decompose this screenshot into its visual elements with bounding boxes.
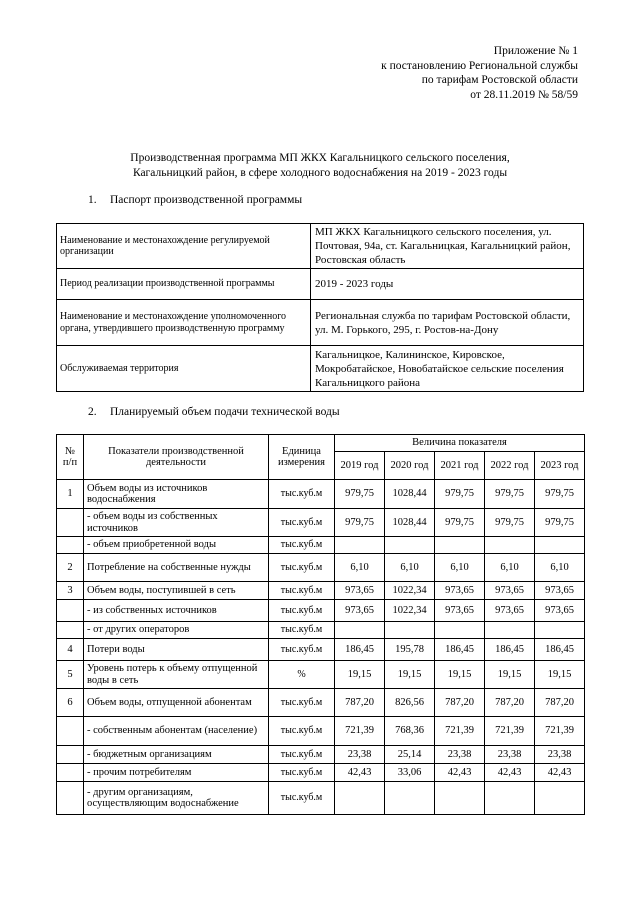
row-indicator: - от других операторов	[84, 622, 269, 639]
row-num: 4	[57, 639, 84, 661]
row-value: 19,15	[385, 661, 435, 689]
row-num: 2	[57, 554, 84, 582]
passport-value: Региональная служба по тарифам Ростовской области, ул. М. Горького, 295, г. Ростов-на-Дону	[311, 300, 584, 346]
row-indicator: Объем воды из источников водоснабжения	[84, 480, 269, 509]
row-indicator: Потери воды	[84, 639, 269, 661]
row-value: 1028,44	[385, 509, 435, 537]
row-value: 19,15	[485, 661, 535, 689]
row-value: 42,43	[485, 764, 535, 782]
row-value: 979,75	[335, 480, 385, 509]
row-num	[57, 746, 84, 764]
row-value	[535, 622, 585, 639]
title-line-1: Производственная программа МП ЖКХ Кагальницкого сельского поселения,	[130, 152, 510, 164]
row-value: 787,20	[435, 689, 485, 717]
section-1-heading	[88, 194, 302, 206]
row-unit: тыс.куб.м	[269, 480, 335, 509]
section-2-title: Планируемый объем подачи технической воды	[110, 406, 340, 418]
row-unit: тыс.куб.м	[269, 764, 335, 782]
row-value: 1022,34	[385, 582, 435, 600]
passport-row	[57, 269, 584, 300]
table-row	[57, 537, 585, 554]
row-indicator: Уровень потерь к объему отпущенной воды в сеть	[84, 661, 269, 689]
table-row	[57, 582, 585, 600]
row-value: 186,45	[335, 639, 385, 661]
row-num: 3	[57, 582, 84, 600]
row-unit: тыс.куб.м	[269, 782, 335, 815]
table-row	[57, 746, 585, 764]
row-value: 186,45	[435, 639, 485, 661]
row-value	[435, 622, 485, 639]
row-num	[57, 764, 84, 782]
table-row	[57, 717, 585, 746]
row-value: 186,45	[535, 639, 585, 661]
table-row	[57, 689, 585, 717]
passport-row	[57, 346, 584, 392]
passport-table	[56, 223, 584, 392]
row-value	[385, 622, 435, 639]
row-value: 42,43	[335, 764, 385, 782]
section-2-number: 2.	[88, 406, 97, 418]
row-value	[485, 537, 535, 554]
row-value	[485, 782, 535, 815]
row-indicator: - другим организациям, осуществляющим водоснабжение	[84, 782, 269, 815]
row-value	[485, 622, 535, 639]
row-value: 979,75	[435, 480, 485, 509]
row-num	[57, 717, 84, 746]
row-value: 787,20	[485, 689, 535, 717]
header-year: 2019 год	[335, 452, 385, 480]
row-value: 979,75	[485, 480, 535, 509]
row-value: 979,75	[335, 509, 385, 537]
row-unit: %	[269, 661, 335, 689]
row-value: 19,15	[435, 661, 485, 689]
section-1-number: 1.	[88, 194, 97, 206]
passport-key: Период реализации производственной программы	[57, 269, 311, 300]
row-value: 979,75	[535, 509, 585, 537]
row-value: 973,65	[535, 582, 585, 600]
row-value: 6,10	[485, 554, 535, 582]
row-value: 787,20	[335, 689, 385, 717]
row-value: 186,45	[485, 639, 535, 661]
row-indicator: Объем воды, поступившей в сеть	[84, 582, 269, 600]
header-year: 2022 год	[485, 452, 535, 480]
row-value	[535, 537, 585, 554]
row-unit: тыс.куб.м	[269, 622, 335, 639]
row-value: 25,14	[385, 746, 435, 764]
table-row	[57, 622, 585, 639]
table-row	[57, 554, 585, 582]
row-value: 721,39	[435, 717, 485, 746]
row-value: 721,39	[335, 717, 385, 746]
row-value: 6,10	[335, 554, 385, 582]
row-value: 23,38	[435, 746, 485, 764]
passport-key: Обслуживаемая территория	[57, 346, 311, 392]
row-indicator: Объем воды, отпущенной абонентам	[84, 689, 269, 717]
row-indicator: - из собственных источников	[84, 600, 269, 622]
row-value	[535, 782, 585, 815]
row-value: 973,65	[435, 582, 485, 600]
row-indicator: - объем приобретенной воды	[84, 537, 269, 554]
appendix-line-1: Приложение № 1	[493, 45, 578, 57]
table-row	[57, 480, 585, 509]
appendix-line-4: от 28.11.2019 № 58/59	[470, 88, 578, 101]
row-value: 973,65	[335, 582, 385, 600]
row-value	[385, 537, 435, 554]
document-title	[60, 151, 580, 181]
row-num	[57, 509, 84, 537]
passport-key: Наименование и местонахождение уполномоченного органа, утвердившего производственную программу	[57, 300, 311, 346]
row-unit: тыс.куб.м	[269, 689, 335, 717]
row-value	[335, 622, 385, 639]
table-row	[57, 639, 585, 661]
row-num: 6	[57, 689, 84, 717]
row-unit: тыс.куб.м	[269, 639, 335, 661]
row-value: 973,65	[435, 600, 485, 622]
row-value	[335, 537, 385, 554]
row-value: 768,36	[385, 717, 435, 746]
row-value: 42,43	[435, 764, 485, 782]
table-row	[57, 782, 585, 815]
row-value: 979,75	[485, 509, 535, 537]
row-indicator: - объем воды из собственных источников	[84, 509, 269, 537]
row-num	[57, 600, 84, 622]
row-value: 33,06	[385, 764, 435, 782]
row-unit: тыс.куб.м	[269, 717, 335, 746]
water-volume-table	[56, 434, 585, 815]
row-value: 19,15	[535, 661, 585, 689]
volume-table-body	[57, 480, 585, 815]
row-indicator: Потребление на собственные нужды	[84, 554, 269, 582]
row-num	[57, 782, 84, 815]
row-unit: тыс.куб.м	[269, 746, 335, 764]
row-num	[57, 622, 84, 639]
header-value-group: Величина показателя	[335, 435, 585, 452]
row-value	[385, 782, 435, 815]
row-value: 973,65	[485, 600, 535, 622]
appendix-note	[278, 44, 578, 102]
row-num: 5	[57, 661, 84, 689]
row-num	[57, 537, 84, 554]
row-num: 1	[57, 480, 84, 509]
row-unit: тыс.куб.м	[269, 554, 335, 582]
row-value: 23,38	[535, 746, 585, 764]
row-value: 721,39	[485, 717, 535, 746]
row-value	[435, 537, 485, 554]
row-indicator: - бюджетным организациям	[84, 746, 269, 764]
passport-key: Наименование и местонахождение регулируемой организации	[57, 224, 311, 269]
row-value: 19,15	[335, 661, 385, 689]
section-2-heading	[88, 406, 340, 418]
appendix-line-2: к постановлению Региональной службы	[381, 59, 578, 72]
row-indicator: - собственным абонентам (население)	[84, 717, 269, 746]
header-num: № п/п	[57, 435, 84, 480]
passport-row	[57, 300, 584, 346]
passport-value: Кагальницкое, Калининское, Кировское, Мокробатайское, Новобатайское сельские поселения Кагальницкого района	[311, 346, 584, 392]
header-year: 2023 год	[535, 452, 585, 480]
row-value: 195,78	[385, 639, 435, 661]
row-value: 23,38	[335, 746, 385, 764]
row-unit: тыс.куб.м	[269, 600, 335, 622]
row-value: 6,10	[385, 554, 435, 582]
title-line-2: Кагальницкий район, в сфере холодного водоснабжения на 2019 - 2023 годы	[132, 167, 508, 179]
table-row	[57, 661, 585, 689]
row-value: 973,65	[485, 582, 535, 600]
header-year: 2020 год	[385, 452, 435, 480]
passport-value: МП ЖКХ Кагальницкого сельского поселения, ул. Почтовая, 94а, ст. Кагальницкая, Кагальницкий район, Ростовская область	[311, 224, 584, 269]
header-year: 2021 год	[435, 452, 485, 480]
section-1-title: Паспорт производственной программы	[110, 194, 303, 206]
header-indicator: Показатели производственной деятельности	[84, 435, 269, 480]
table-row	[57, 600, 585, 622]
row-value: 1028,44	[385, 480, 435, 509]
row-unit: тыс.куб.м	[269, 537, 335, 554]
row-value: 6,10	[535, 554, 585, 582]
row-value: 721,39	[535, 717, 585, 746]
row-value: 6,10	[435, 554, 485, 582]
row-value: 787,20	[535, 689, 585, 717]
row-value	[435, 782, 485, 815]
table-row	[57, 509, 585, 537]
row-value: 42,43	[535, 764, 585, 782]
row-unit: тыс.куб.м	[269, 509, 335, 537]
row-value: 23,38	[485, 746, 535, 764]
row-value: 979,75	[435, 509, 485, 537]
table-row	[57, 764, 585, 782]
row-value: 1022,34	[385, 600, 435, 622]
row-value: 979,75	[535, 480, 585, 509]
passport-row	[57, 224, 584, 269]
header-row	[57, 435, 585, 452]
row-indicator: - прочим потребителям	[84, 764, 269, 782]
appendix-line-3: по тарифам Ростовской области	[421, 74, 578, 86]
row-unit: тыс.куб.м	[269, 582, 335, 600]
row-value: 826,56	[385, 689, 435, 717]
row-value: 973,65	[335, 600, 385, 622]
row-value: 973,65	[535, 600, 585, 622]
row-value	[335, 782, 385, 815]
passport-value: 2019 - 2023 годы	[311, 269, 584, 300]
header-unit: Единица измерения	[269, 435, 335, 480]
